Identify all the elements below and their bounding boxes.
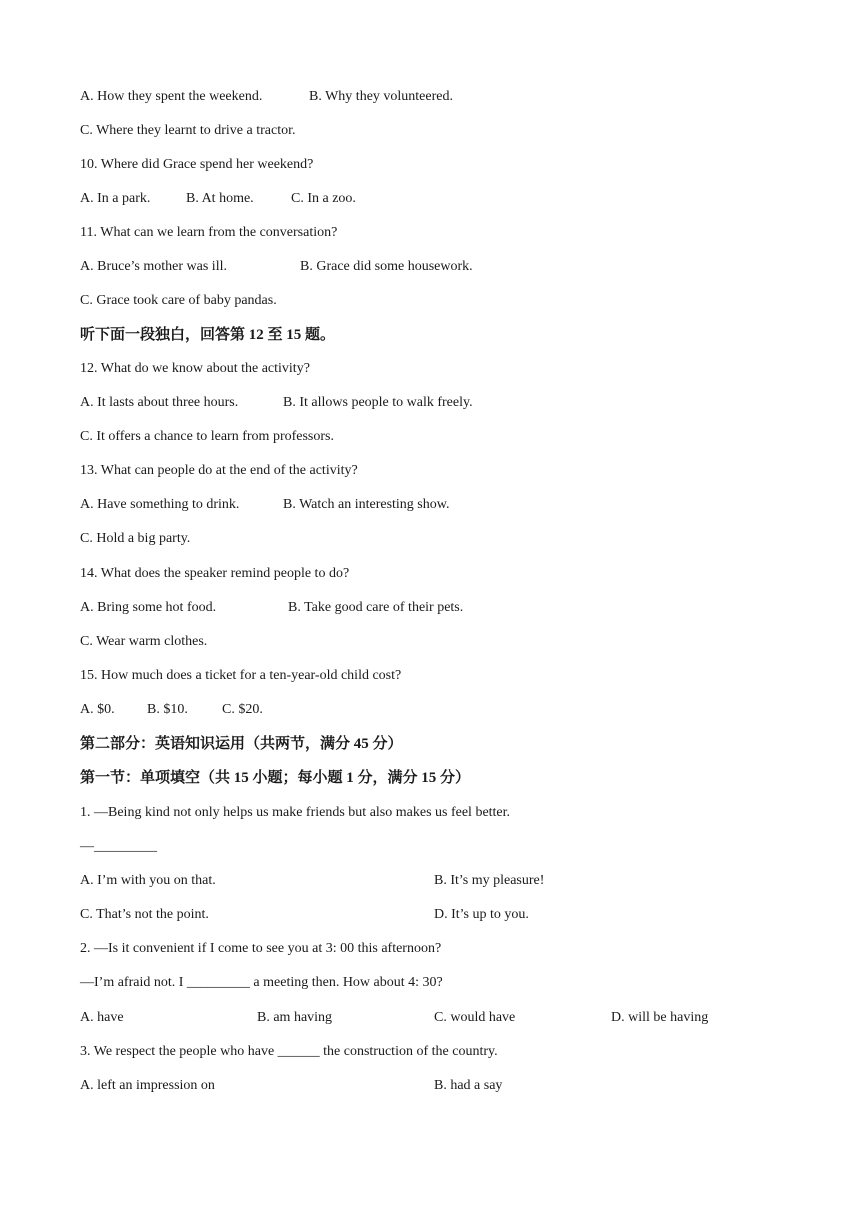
q2-option-c: C. would have — [434, 1010, 516, 1025]
question-11: 11. What can we learn from the conversation? — [80, 225, 338, 240]
q9-option-a: A. How they spent the weekend. — [80, 89, 263, 104]
q12-option-a: A. It lasts about three hours. — [80, 395, 239, 410]
question-12: 12. What do we know about the activity? — [80, 361, 310, 376]
q14-option-a: A. Bring some hot food. — [80, 600, 217, 615]
q1-option-b: B. It’s my pleasure! — [434, 873, 545, 888]
q1-stem: 1. —Being kind not only helps us make friends but also makes us feel better. — [80, 805, 511, 820]
q1-option-a: A. I’m with you on that. — [80, 873, 216, 888]
q9-option-b: B. Why they volunteered. — [309, 89, 453, 104]
part2-heading: 第二部分：英语知识运用（共两节，满分 45 分） — [80, 736, 403, 752]
q15-option-c: C. $20. — [222, 702, 263, 717]
question-15: 15. How much does a ticket for a ten-year-old child cost? — [80, 668, 402, 683]
q10-option-c: C. In a zoo. — [291, 191, 356, 206]
monologue-instruction: 听下面一段独白，回答第 12 至 15 题。 — [80, 327, 336, 343]
q1-option-c: C. That’s not the point. — [80, 907, 209, 922]
q2-option-d: D. will be having — [611, 1010, 709, 1025]
q15-option-b: B. $10. — [147, 702, 188, 717]
question-10: 10. Where did Grace spend her weekend? — [80, 157, 314, 172]
q1-response-blank: —_________ — [80, 839, 157, 854]
q2-option-b: B. am having — [257, 1010, 333, 1025]
q12-option-b: B. It allows people to walk freely. — [283, 395, 473, 410]
q2-stem: 2. —Is it convenient if I come to see you at 3: 00 this afternoon? — [80, 941, 442, 956]
q13-option-a: A. Have something to drink. — [80, 497, 240, 512]
q2-option-a: A. have — [80, 1010, 124, 1025]
q13-option-b: B. Watch an interesting show. — [283, 497, 450, 512]
question-14: 14. What does the speaker remind people to do? — [80, 566, 350, 581]
q9-option-c: C. Where they learnt to drive a tractor. — [80, 123, 296, 138]
q12-option-c: C. It offers a chance to learn from professors. — [80, 429, 334, 444]
q11-option-a: A. Bruce’s mother was ill. — [80, 259, 227, 274]
q3-option-a: A. left an impression on — [80, 1078, 215, 1093]
q1-option-d: D. It’s up to you. — [434, 907, 529, 922]
q10-option-b: B. At home. — [186, 191, 254, 206]
q2-response: —I’m afraid not. I _________ a meeting then. How about 4: 30? — [80, 975, 443, 990]
q15-option-a: A. $0. — [80, 702, 115, 717]
q11-option-c: C. Grace took care of baby pandas. — [80, 293, 277, 308]
question-13: 13. What can people do at the end of the activity? — [80, 463, 358, 478]
section1-heading: 第一节：单项填空（共 15 小题；每小题 1 分，满分 15 分） — [80, 770, 471, 786]
q3-option-b: B. had a say — [434, 1078, 503, 1093]
q14-option-b: B. Take good care of their pets. — [288, 600, 464, 615]
q14-option-c: C. Wear warm clothes. — [80, 634, 208, 649]
q10-option-a: A. In a park. — [80, 191, 151, 206]
q13-option-c: C. Hold a big party. — [80, 531, 191, 546]
q3-stem: 3. We respect the people who have ______ the construction of the country. — [80, 1044, 498, 1059]
q11-option-b: B. Grace did some housework. — [300, 259, 473, 274]
